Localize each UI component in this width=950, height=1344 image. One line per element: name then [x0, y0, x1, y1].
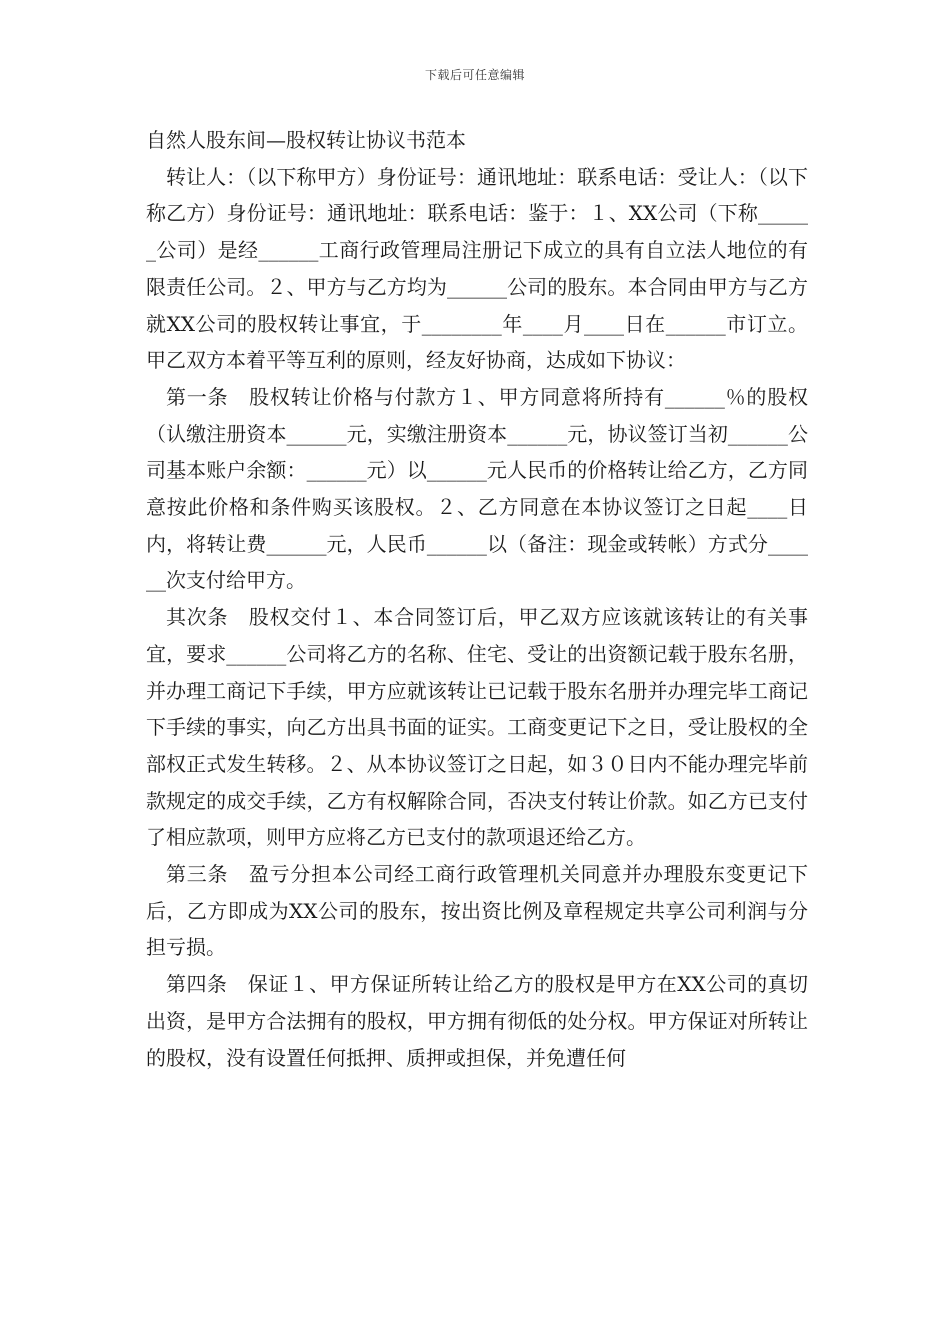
paragraph-article-3: 第三条 盈亏分担本公司经工商行政管理机关同意并办理股东变更记下后，乙方即成为XX公司的股东，按出资比例及章程规定共享公司利润与分担亏损。	[146, 862, 808, 960]
paragraph-preamble: 转让人：（以下称甲方）身份证号：通讯地址：联系电话：受让人：（以下称乙方）身份证号：通讯地址：联系电话：鉴于：１、XX公司（下称______公司）是经______工商行政管理局注册记下成立的具有自立法人地位的有限责任公司。２、甲方与乙方均为______公司的股东。本合同由甲方与乙方就XX公司的股权转让事宜，于________年____月____日在______市订立。甲乙双方本着平等互利的原则，经友好协商，达成如下协议：	[146, 164, 808, 373]
paragraph-article-2: 其次条 股权交付１、本合同签订后，甲乙双方应该就该转让的有关事宜，要求______公司将乙方的名称、住宅、受让的出资额记载于股东名册，并办理工商记下手续，甲方应就该转让已记载于股东名册并办理完毕工商记下手续的事实，向乙方出具书面的证实。工商变更记下之日，受让股权的全部权正式发生转移。２、从本协议签订之日起，如３０日内不能办理完毕前款规定的成交手续，乙方有权解除合同，否决支付转让价款。如乙方已支付了相应款项，则甲方应将乙方已支付的款项退还给乙方。	[146, 605, 808, 850]
header-note: 下载后可任意编辑	[424, 68, 525, 82]
paragraph-article-1: 第一条 股权转让价格与付款方１、甲方同意将所持有______％的股权（认缴注册资本______元，实缴注册资本______元，协议签订当初______公司基本账户余额：______元）以______元人民币的价格转让给乙方，乙方同意按此价格和条件购买该股权。２、乙方同意在本协议签订之日起____日内，将转让费______元，人民币______以（备注：现金或转帐）方式分______次支付给甲方。	[146, 384, 808, 593]
document-body	[146, 122, 808, 1076]
paragraph-article-4: 第四条 保证１、甲方保证所转让给乙方的股权是甲方在XX公司的真切出资，是甲方合法拥有的股权，甲方拥有彻低的处分权。甲方保证对所转让的股权，没有设置任何抵押、质押或担保，并免遭任何	[146, 972, 808, 1070]
document-title: 自然人股东间—股权转让协议书范本	[146, 128, 466, 152]
